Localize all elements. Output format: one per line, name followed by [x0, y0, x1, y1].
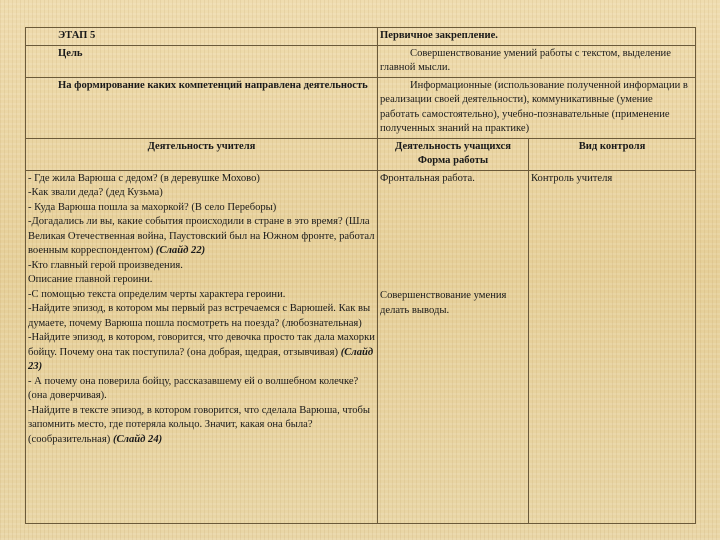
stage-label: ЭТАП 5	[26, 28, 378, 46]
teacher-line: - Где жила Варюша с дедом? (в деревушке Мохово)	[28, 172, 260, 184]
competencies-value: Информационные (использование полученной информации в реализации своей деятельности), коммуникативные (умение работать самостоятельно), учебно-познавательные (применение полученных знаний на практике)	[378, 77, 696, 138]
control-type: Контроль учителя	[529, 170, 696, 524]
stage-row	[26, 28, 696, 46]
slide-ref: (Слайд 22)	[155, 245, 206, 256]
teacher-line: -Догадались ли вы, какие события происходили в стране в это время? (Шла Великая Отечественная война, Паустовский был на Южном фронте, работал военным корреспондентом) (Слайд 22)	[28, 216, 375, 256]
slide-ref: (Слайд 23)	[28, 346, 374, 372]
teacher-line: -С помощью текста определим черты характера героини.	[28, 288, 286, 300]
header-students	[378, 138, 529, 170]
students-second: Совершенствование умения делать выводы.	[380, 290, 507, 316]
students-spacer	[380, 186, 526, 289]
lesson-stage-table	[25, 27, 696, 524]
teacher-activity	[26, 170, 378, 524]
teacher-line: -Кто главный герой произведения.	[28, 259, 183, 271]
header-form-label: Форма работы	[417, 155, 489, 166]
teacher-line: Описание главной героини.	[28, 274, 153, 285]
header-row	[26, 138, 696, 170]
competencies-label: На формирование каких компетенций направлена деятельность	[26, 77, 378, 138]
student-activity	[378, 170, 529, 524]
stage-value: Первичное закрепление.	[378, 28, 696, 46]
content-row	[26, 170, 696, 524]
slide-ref: (Слайд 24)	[112, 433, 163, 445]
header-teacher: Деятельность учителя	[26, 138, 378, 170]
goal-row	[26, 45, 696, 77]
header-students-label: Деятельность учащихся	[395, 140, 511, 152]
goal-value: Совершенствование умений работы с текстом, выделение главной мысли.	[378, 45, 696, 77]
teacher-line: -Найдите эпизод, в котором мы первый раз встречаемся с Варюшей. Как вы думаете, почему Варюша пошла посмотреть на поезда? (любознательная)	[28, 303, 371, 329]
header-control: Вид контроля	[529, 138, 696, 170]
teacher-line: -Найдите в тексте эпизод, в котором говорится, что сделала Варюша, чтобы запомнить место, где потеряла кольцо. Значит, какая она была? (сообразительная) (Слайд 24)	[28, 404, 371, 445]
goal-label: Цель	[26, 45, 378, 77]
competencies-row	[26, 77, 696, 138]
teacher-line: - Куда Варюша пошла за махоркой? (В село Переборы)	[28, 201, 277, 213]
students-first: Фронтальная работа.	[380, 172, 475, 184]
teacher-line: -Найдите эпизод, в котором, говорится, что девочка просто так дала махорки бойцу. Почему она так поступила? (она добрая, щедрая, отзывчивая) (Слайд 23)	[28, 332, 375, 372]
teacher-line: -Как звали деда? (дед Кузьма)	[28, 187, 163, 198]
teacher-line: - А почему она поверила бойцу, рассказавшему ей о волшебном колечке? (она доверчивая).	[28, 375, 359, 401]
